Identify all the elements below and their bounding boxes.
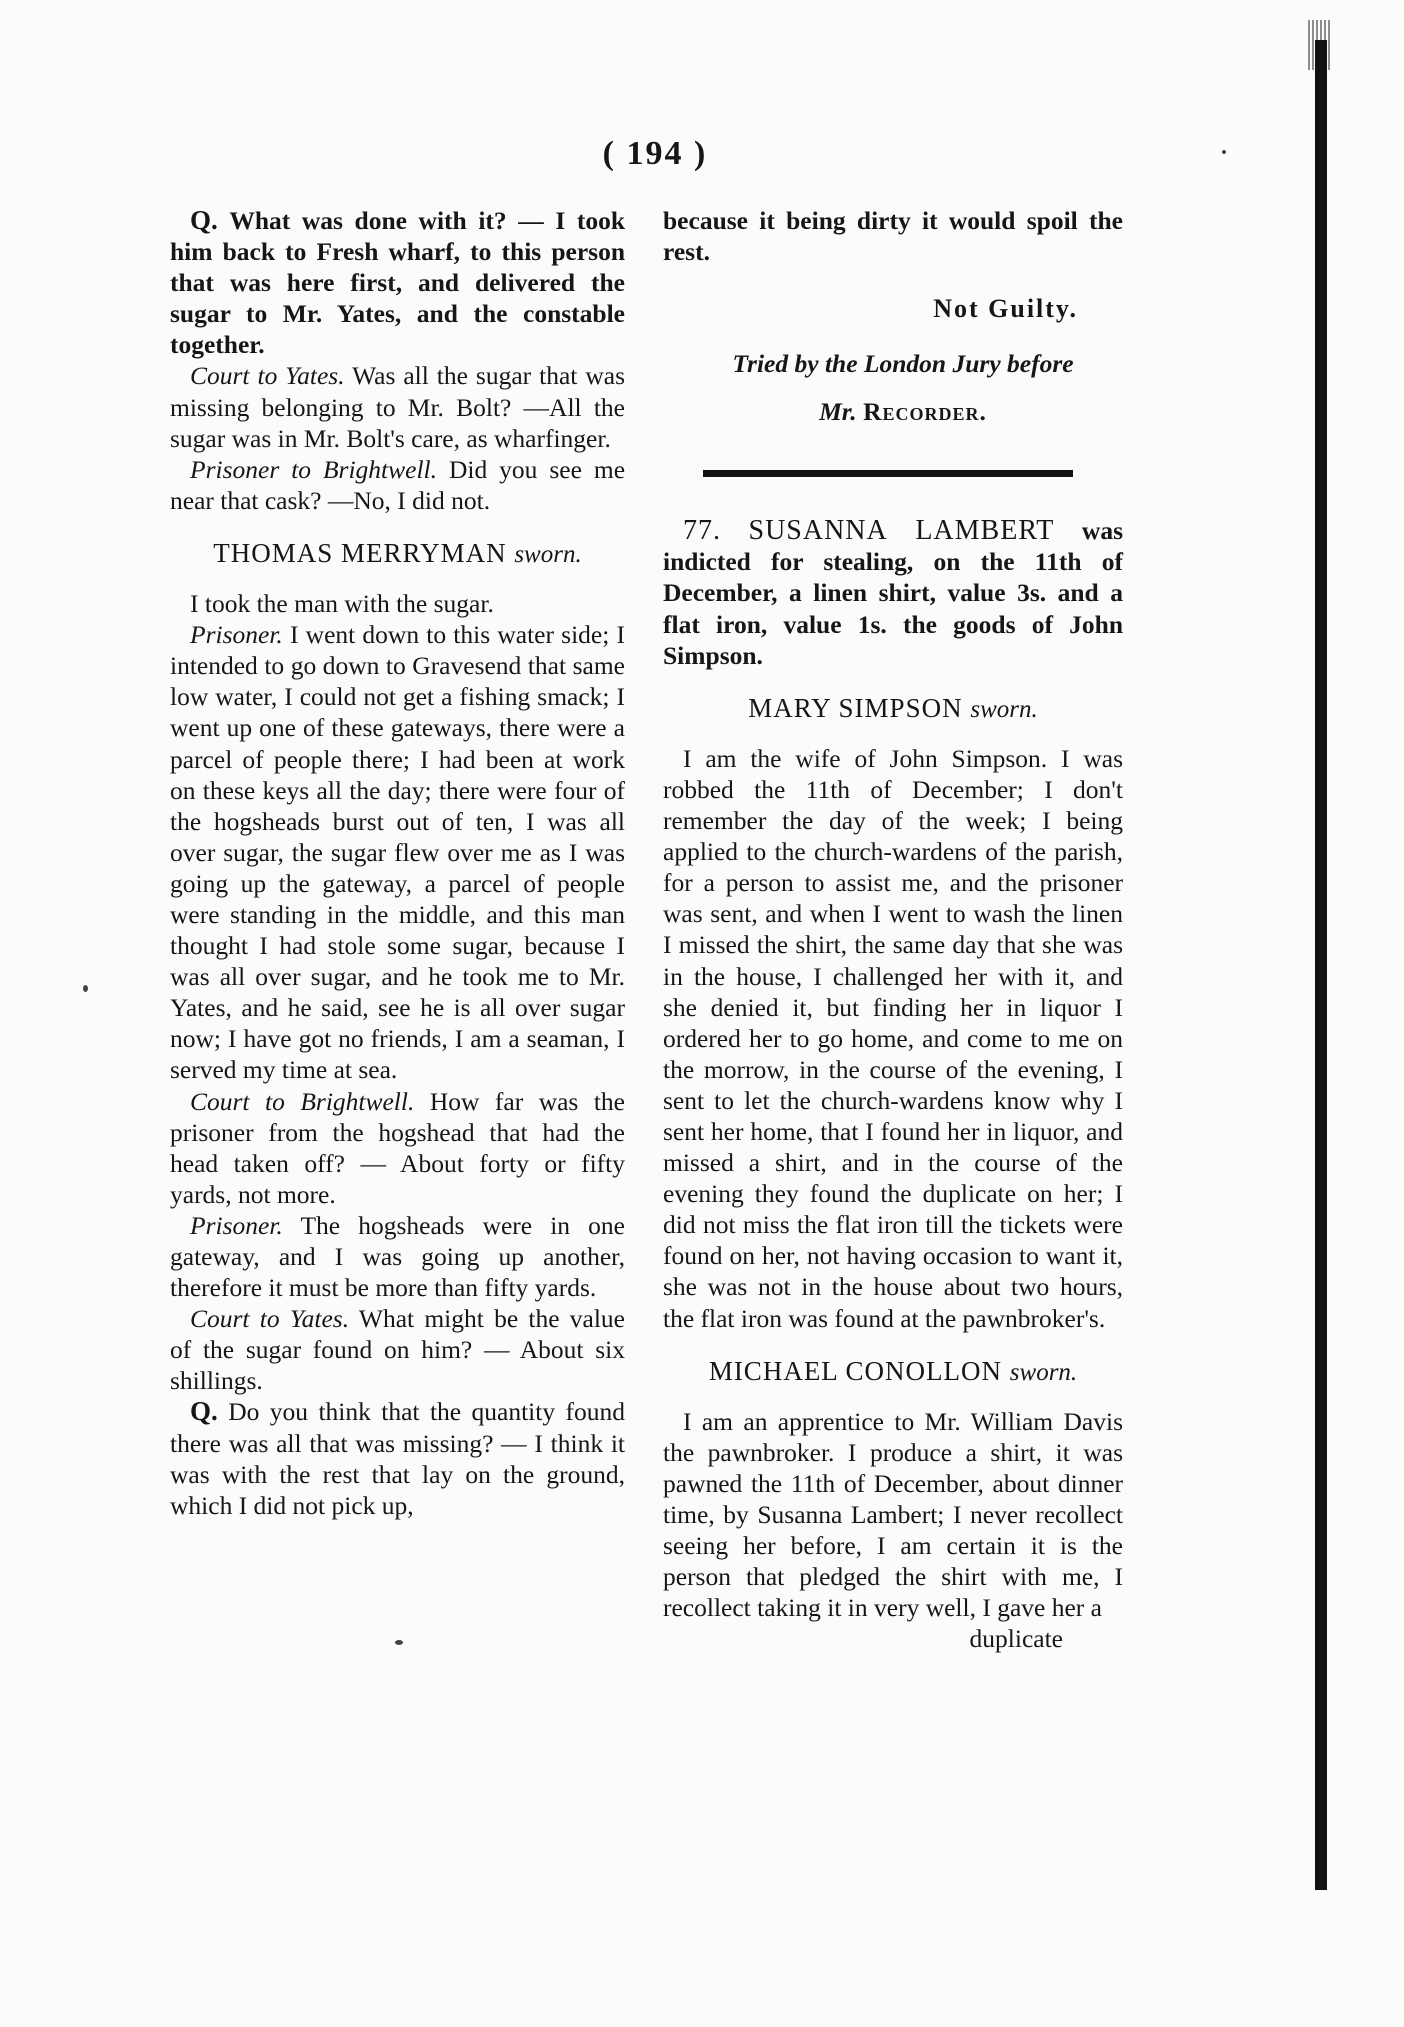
speaker-lead: Court to Yates.: [190, 361, 345, 391]
witness-heading: MICHAEL CONOLLON sworn.: [708, 1355, 1078, 1386]
case-paragraph: 77. SUSANNA LAMBERT was indicted for stealing, on the 11th of December, a linen shirt, value 3s. and a flat iron, value 1s. the goods of John Simpson.: [663, 515, 1124, 670]
question-mark-q: Q.: [190, 1396, 218, 1427]
paragraph: Court to Yates. What might be the value of the sugar found on him? — About six shillings.: [170, 1304, 625, 1396]
paragraph: Prisoner to Brightwell. Did you see me near that cask? —No, I did not.: [170, 454, 626, 515]
speaker-lead: Court to Brightwell.: [190, 1086, 415, 1116]
tried-judge: Mr. Recorder.: [819, 397, 987, 427]
paragraph: Q. What was done with it? — I took him back to Fresh wharf, to this person that was here first, and delivered the sugar to Mr. Yates, and the constable together.: [170, 205, 626, 360]
paragraph: Prisoner. The hogsheads were in one gateway, and I was going up another, therefore it must be more than fifty yards.: [170, 1210, 625, 1303]
ink-speck: [395, 1640, 403, 1645]
paragraph: Court to Yates. Was all the sugar that was missing belonging to Mr. Bolt? —All the sugar was in Mr. Bolt's care, as wharfinger.: [170, 361, 625, 453]
paragraph: Court to Brightwell. How far was the prisoner from the hogshead that had the head taken off? — About forty or fifty yards, not more.: [170, 1086, 625, 1209]
paragraph: Prisoner. I went down to this water side; I intended to go down to Gravesend that same low water, I could not get a fishing smack; I went up one of these gateways, there were a parcel of people there; I had been at work on these keys all the day; there were four of the hogsheads burst out of ten, I was all over sugar, the sugar flew over me as I was going up the gateway, a parcel of people were standing in the middle, and this man thought I had stole some sugar, because I was all over sugar, and he took me to Mr. Yates, and he said, see he is all over sugar now; I have got no friends, I am a seaman, I served my time at sea.: [170, 620, 625, 1085]
catchword: duplicate: [969, 1624, 1063, 1654]
verdict: Not Guilty.: [933, 294, 1078, 324]
speaker-lead: Prisoner.: [190, 1210, 283, 1240]
right-column: [663, 205, 1123, 1654]
section-divider: [703, 470, 1073, 477]
paragraph: I took the man with the sugar.: [190, 589, 494, 619]
question-mark-q: Q.: [190, 205, 218, 235]
paragraph: because it being dirty it would spoil the rest.: [663, 206, 1123, 267]
witness-heading: THOMAS MERRYMAN sworn.: [213, 537, 582, 568]
left-column: [170, 205, 625, 1521]
ink-speck: [83, 985, 88, 992]
page-number: ( 194 ): [602, 135, 708, 172]
speaker-lead: Court to Yates.: [190, 1304, 350, 1334]
speaker-lead: Prisoner to Brightwell.: [190, 454, 438, 484]
ink-speck: [1222, 150, 1226, 154]
paragraph: I am the wife of John Simpson. I was robbed the 11th of December; I don't remember the day of the week; I being applied to the church-wardens of the parish, for a person to assist me, and the prisoner was sent, and when I went to wash the linen I missed the shirt, the same day that she was in the house, I challenged her with it, and she denied it, but finding her in liquor I ordered her to go home, and come to me on the morrow, in the course of the evening, I sent to let the church-wardens know why I sent her home, that I found her in liquor, and missed a shirt, and in the course of the evening they found the duplicate on her; I did not miss the flat iron till the tickets were found on her, not having occasion to want it, she was not in the house about two hours, the flat iron was found at the pawnbroker's.: [663, 743, 1123, 1333]
page-binding-edge: [1315, 40, 1327, 1890]
speaker-lead: Prisoner.: [190, 620, 283, 650]
witness-heading: MARY SIMPSON sworn.: [748, 692, 1038, 723]
paragraph: I am an apprentice to Mr. William Davis the pawnbroker. I produce a shirt, it was pawned the 11th of December, about dinner time, by Susanna Lambert; I never recollect seeing her before, I am certain it is the person that pledged the shirt with me, I recollect taking it in very well, I gave her a: [663, 1406, 1123, 1623]
defendant-name: SUSANNA LAMBERT: [748, 515, 1055, 547]
case-number: 77.: [683, 515, 721, 547]
tried-line: Tried by the London Jury before: [732, 349, 1074, 379]
paragraph: Q. Do you think that the quantity found there was all that was missing? — I think it was with the rest that lay on the ground, which I did not pick up,: [170, 1396, 625, 1520]
